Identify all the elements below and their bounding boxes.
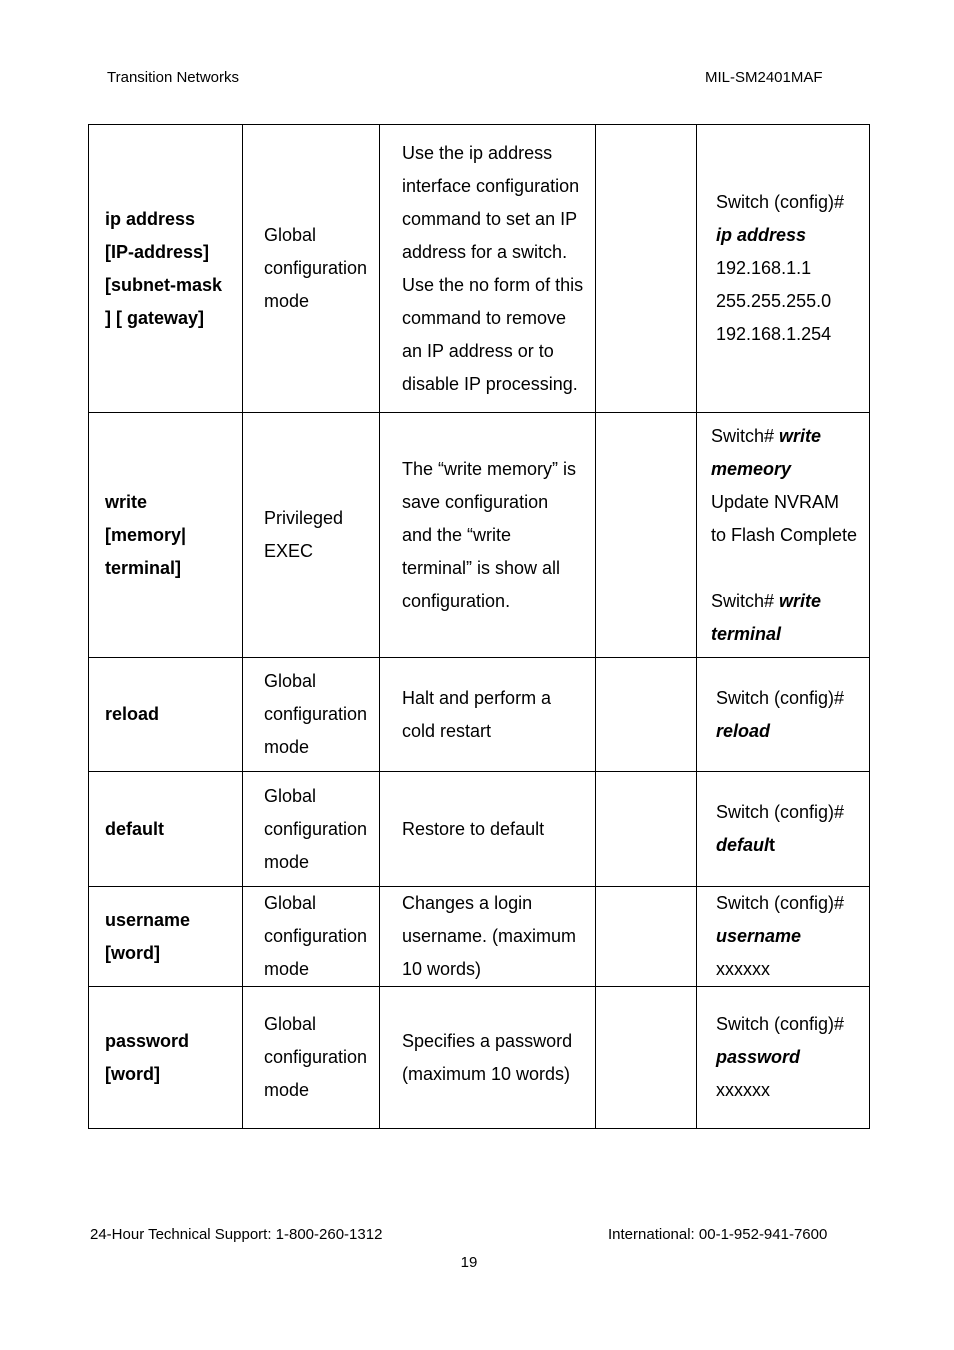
command-text: username	[105, 909, 191, 930]
empty-cell	[596, 658, 697, 772]
example-command: write	[779, 590, 822, 611]
mode-text: mode	[264, 737, 310, 757]
example-prompt: Switch (config)#	[716, 1014, 845, 1034]
mode-text: configuration	[264, 926, 368, 946]
command-cell	[89, 887, 243, 987]
table-row	[89, 413, 870, 658]
example-command: terminal	[711, 623, 782, 644]
description-text: terminal” is show all	[402, 557, 561, 578]
mode-text: configuration	[264, 704, 368, 724]
mode-text: mode	[264, 959, 310, 979]
description-cell	[380, 413, 596, 658]
command-table	[88, 124, 870, 1129]
description-text: Specifies a password	[402, 1030, 573, 1051]
empty-cell	[596, 772, 697, 887]
description-text: disable IP processing.	[402, 373, 578, 394]
mode-text: Global	[264, 1014, 317, 1034]
empty-cell	[596, 887, 697, 987]
example-cell	[697, 125, 870, 413]
example-prompt: Switch (config)#	[716, 802, 845, 822]
mode-cell	[243, 772, 380, 887]
example-prompt: Switch (config)#	[716, 192, 845, 212]
command-text: terminal]	[105, 557, 182, 578]
description-text: Use the no form of this	[402, 274, 584, 295]
example-command: ip address	[716, 225, 807, 245]
description-cell	[380, 772, 596, 887]
mode-text: configuration	[264, 258, 368, 278]
mode-cell	[243, 125, 380, 413]
description-text: Use the ip address	[402, 142, 553, 163]
example-value: 192.168.1.1	[716, 258, 812, 278]
example-prompt: Switch#	[711, 425, 780, 446]
description-text: (maximum 10 words)	[402, 1063, 571, 1084]
example-value: xxxxxx	[716, 1080, 770, 1100]
example-command: defaul	[716, 835, 770, 855]
example-value: xxxxxx	[716, 959, 770, 979]
description-cell	[380, 658, 596, 772]
example-command: password	[716, 1047, 801, 1067]
example-value: 255.255.255.0	[716, 291, 832, 311]
description-text: command to remove	[402, 307, 567, 328]
command-text: [subnet-mask	[105, 274, 223, 295]
example-line	[711, 420, 869, 453]
description-cell	[380, 987, 596, 1129]
example-command: memeory	[711, 458, 792, 479]
example-output: Update NVRAM	[711, 491, 840, 512]
page-number: 19	[460, 1254, 478, 1271]
example-cell	[697, 987, 870, 1129]
mode-text: mode	[264, 291, 310, 311]
description-text: cold restart	[402, 720, 492, 741]
description-text: and the “write	[402, 524, 512, 545]
mode-text: Global	[264, 225, 317, 245]
command-cell	[89, 987, 243, 1129]
command-text: password	[105, 1030, 190, 1051]
example-cell	[697, 658, 870, 772]
empty-cell	[596, 125, 697, 413]
description-text: username. (maximum	[402, 926, 577, 946]
mode-text: mode	[264, 1080, 310, 1100]
mode-cell	[243, 987, 380, 1129]
command-text: write	[105, 491, 148, 512]
description-text: interface configuration	[402, 175, 580, 196]
example-line	[716, 829, 869, 862]
example-prompt: Switch (config)#	[716, 687, 845, 708]
example-command: write	[779, 425, 822, 446]
example-output: to Flash Complete	[711, 524, 858, 545]
table-row	[89, 125, 870, 413]
example-cell	[697, 887, 870, 987]
command-text: [word]	[105, 1063, 160, 1084]
table-row	[89, 658, 870, 772]
mode-cell	[243, 658, 380, 772]
mode-text: Global	[264, 893, 317, 913]
blank-line	[711, 552, 869, 585]
description-cell	[380, 125, 596, 413]
command-cell	[89, 125, 243, 413]
description-text: an IP address or to	[402, 340, 554, 361]
example-prompt: Switch (config)#	[716, 893, 845, 913]
mode-cell	[243, 413, 380, 658]
command-text: [word]	[105, 942, 160, 963]
description-text: 10 words)	[402, 959, 482, 979]
mode-text: configuration	[264, 818, 368, 839]
command-text: reload	[105, 704, 160, 724]
description-text: command to set an IP	[402, 208, 578, 229]
description-text: Halt and perform a	[402, 687, 552, 708]
command-cell	[89, 658, 243, 772]
command-text: default	[105, 818, 165, 839]
command-cell	[89, 413, 243, 658]
footer-international: International: 00-1-952-941-7600	[608, 1226, 828, 1243]
footer-support: 24-Hour Technical Support: 1-800-260-1312	[90, 1226, 383, 1243]
description-cell	[380, 887, 596, 987]
description-text: address for a switch.	[402, 241, 568, 262]
description-text: Restore to default	[402, 818, 545, 839]
example-cell	[697, 772, 870, 887]
empty-cell	[596, 987, 697, 1129]
mode-cell	[243, 887, 380, 987]
example-value: 192.168.1.254	[716, 324, 832, 344]
description-text: The “write memory” is	[402, 458, 577, 479]
header-company: Transition Networks	[107, 69, 239, 86]
mode-text: EXEC	[264, 541, 314, 561]
example-command-tail: t	[769, 835, 776, 855]
header-model: MIL-SM2401MAF	[705, 69, 823, 86]
example-cell	[697, 413, 870, 658]
description-text: configuration.	[402, 590, 511, 611]
example-line	[711, 585, 869, 618]
empty-cell	[596, 413, 697, 658]
table-row	[89, 772, 870, 887]
command-text: [memory|	[105, 524, 187, 545]
table-row	[89, 987, 870, 1129]
mode-text: Privileged	[264, 508, 344, 528]
mode-text: Global	[264, 671, 317, 691]
mode-text: configuration	[264, 1047, 368, 1067]
example-command: reload	[716, 720, 771, 741]
example-command: username	[716, 926, 802, 946]
example-prompt: Switch#	[711, 590, 780, 611]
description-text: save configuration	[402, 491, 549, 512]
mode-text: mode	[264, 851, 310, 872]
command-text: ip address	[105, 208, 196, 229]
command-text: [IP-address]	[105, 241, 210, 262]
command-text: ] [ gateway]	[105, 307, 205, 328]
description-text: Changes a login	[402, 893, 533, 913]
table-row	[89, 887, 870, 987]
command-cell	[89, 772, 243, 887]
mode-text: Global	[264, 785, 317, 806]
